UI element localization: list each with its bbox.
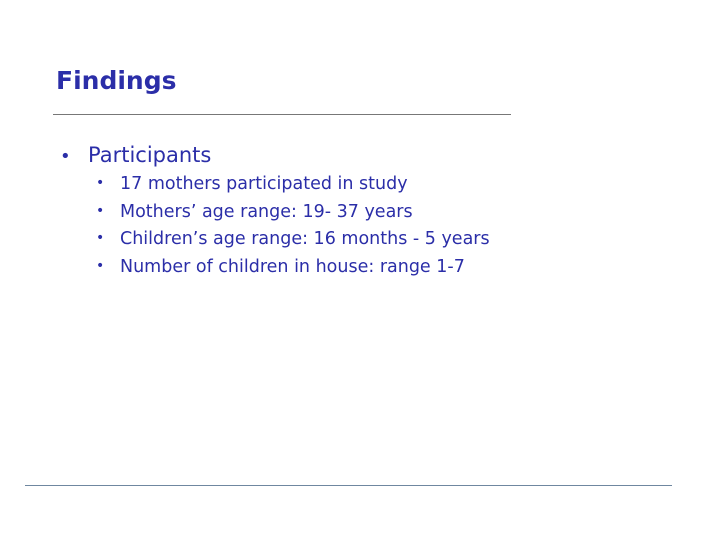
bullet-icon: •: [60, 146, 71, 167]
bullet-participants: [60, 141, 211, 171]
sub-bullet-text: Number of children in house: range 1-7: [120, 256, 465, 277]
bullet-label: Participants: [88, 143, 212, 167]
sub-bullet-item: [96, 253, 490, 281]
bullet-icon: •: [96, 202, 105, 219]
sub-bullet-list: [96, 170, 490, 280]
bullet-icon: •: [96, 230, 105, 246]
bullet-icon: •: [96, 175, 105, 191]
title-divider: [53, 114, 511, 115]
sub-bullet-item: [96, 225, 490, 253]
sub-bullet-item: [96, 170, 490, 198]
slide-title: Findings: [56, 66, 177, 95]
sub-bullet-item: [96, 198, 490, 226]
bullet-icon: •: [96, 257, 105, 274]
footer-divider: [25, 485, 672, 486]
sub-bullet-text: Mothers’ age range: 19- 37 years: [120, 201, 413, 222]
sub-bullet-text: 17 mothers participated in study: [120, 174, 408, 194]
sub-bullet-text: Children’s age range: 16 months - 5 years: [120, 229, 490, 249]
